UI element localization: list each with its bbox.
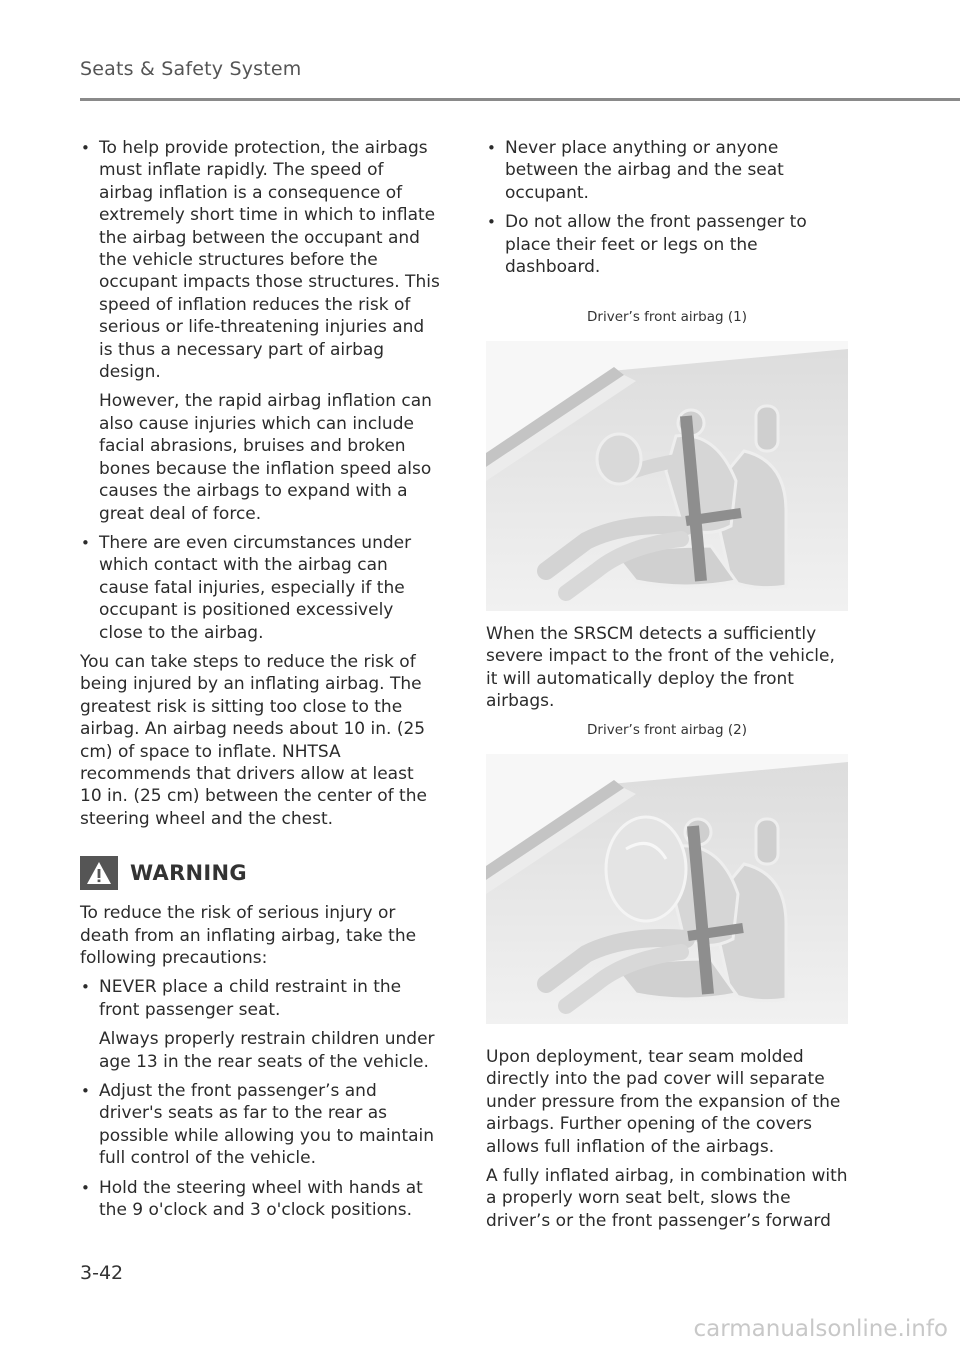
warning-header [80, 856, 440, 890]
watermark: carmanualsonline.info [693, 1316, 948, 1342]
bullet-text: • There are even circumstances under which contact with the airbag can cause fatal injuries, especially if the occupant is positioned excessively close to the airbag. [99, 532, 412, 643]
bullet-subtext: However, the rapid airbag inflation can also cause injuries which can include facial abrasions, bruises and broken bones because the inflation speed also causes the airbags to expand with a great deal of force. [99, 391, 432, 524]
airbag-illustration-deployed [486, 754, 848, 1036]
figure-caption: Driver’s front airbag (2) [587, 722, 747, 739]
header-divider [80, 98, 960, 101]
list-item [486, 137, 848, 204]
list-item [80, 532, 440, 644]
warning-intro: To reduce the risk of serious injury or death from an inflating airbag, take the following precautions: [80, 903, 417, 968]
warning-bullet-list [80, 976, 440, 1221]
bullet-text: • To help provide protection, the airbags must inflate rapidly. The speed of airbag inflation is a consequence of extremely short time in which to inflate the airbag between the occupant and the vehicle structures before the occupant impacts those structures. This speed of inflation reduces the risk of serious or life-threatening injuries and is thus a necessary part of airbag design. [99, 138, 440, 383]
list-item [80, 1080, 440, 1170]
bullet-text: • Never place anything or anyone between the airbag and the seat occupant. [505, 138, 784, 203]
body-paragraph: A fully inflated airbag, in combination with a properly worn seat belt, slows the driver’s or the front passenger’s forward [486, 1165, 848, 1231]
bullet-text: • Adjust the front passenger’s and driver's seats as far to the rear as possible while allowing you to maintain full control of the vehicle. [99, 1081, 435, 1169]
bullet-text: • Do not allow the front passenger to place their feet or legs on the dashboard. [505, 212, 807, 278]
body-paragraph: When the SRSCM detects a sufficiently severe impact to the front of the vehicle, it will automatically deploy the front airbags. [486, 623, 835, 712]
list-item [80, 137, 440, 525]
page-number: 3-42 [80, 1262, 124, 1284]
bullet-text: • NEVER place a child restraint in the front passenger seat. [99, 977, 402, 1020]
left-column [80, 137, 440, 1228]
body-paragraph: You can take steps to reduce the risk of being injured by an inflating airbag. The greatest risk is sitting too close to the airbag. An airbag needs about 10 in. (25 cm) of space to inflate. NHTSA recommends that drivers allow at least 10 in. (25 cm) between the center of the steering wheel and the chest. [80, 651, 427, 829]
right-column [486, 137, 848, 1239]
warning-title: WARNING [130, 860, 247, 885]
bullet-text: • Hold the steering wheel with hands at the 9 o'clock and 3 o'clock positions. [99, 1177, 423, 1221]
left-bullet-list [80, 137, 440, 644]
list-item [486, 211, 848, 278]
list-item [80, 976, 440, 1073]
bullet-subtext: Always properly restrain children under age 13 in the rear seats of the vehicle. [99, 1029, 435, 1072]
right-bullet-list [486, 137, 848, 278]
section-title: Seats & Safety System [80, 58, 302, 80]
figure-caption: Driver’s front airbag (1) [587, 309, 747, 326]
warning-icon [80, 856, 118, 890]
list-item [80, 1177, 440, 1222]
body-paragraph: Upon deployment, tear seam molded directly into the pad cover will separate under pressure from the expansion of the airbags. Further opening of the covers allows full inflation of the airbags. [486, 1046, 841, 1157]
airbag-illustration-before [486, 341, 848, 623]
